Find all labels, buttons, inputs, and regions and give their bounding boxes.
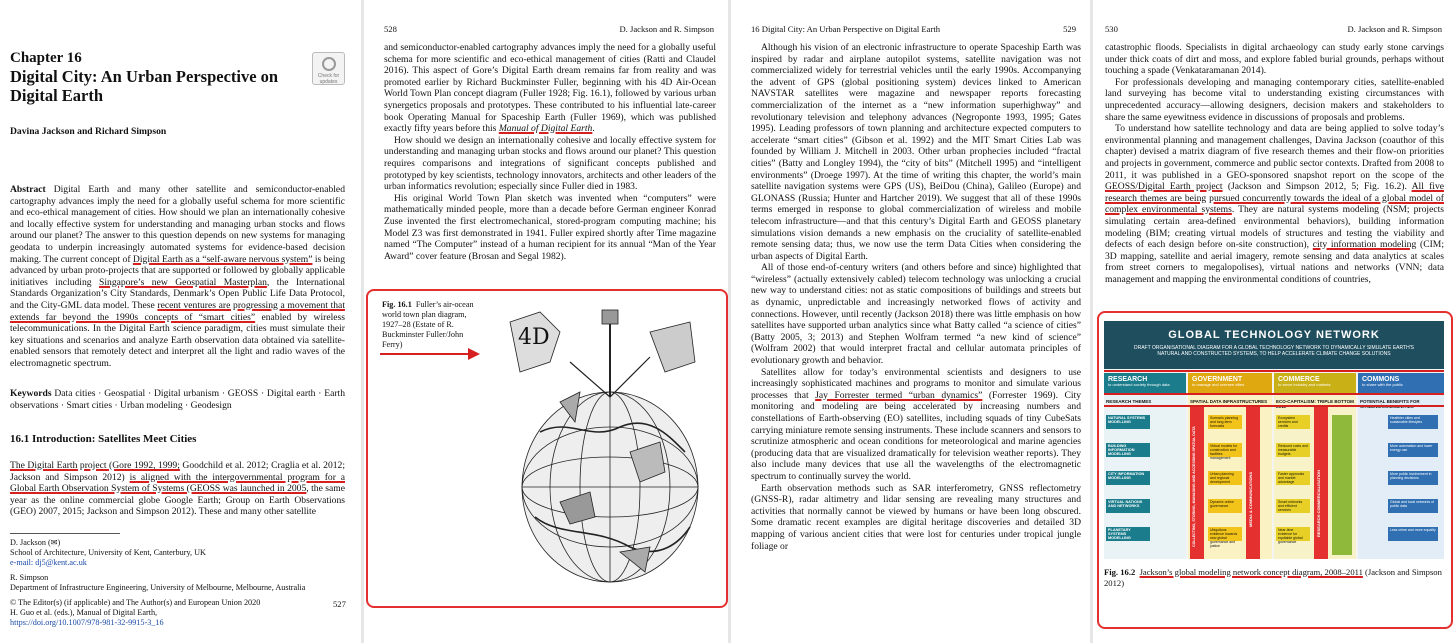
column-commons [1358,373,1444,559]
theme-cell: PLANETARY SYSTEMS MODELLING [1106,527,1150,541]
government-cell: Dynamic online governance [1208,499,1242,513]
column-commons-header [1358,373,1444,395]
intro-text: , the same year as the online commercial globe Google Earth; Group on Earth Observations (GEO) 2007, 2015; Jackson and Simpson 2012). These and many other satellite [10,483,345,518]
keywords [10,388,345,411]
figure-16-1-caption [382,300,477,350]
paragraph: For professionals developing and managing contemporary cities, satellite-enabled land surveying has become vital to understanding existing circumstances with unprecedented accuracy—allowing designers, decision makers and stakeholders to share the same eyewitness evidence in discussions of proposals and problems. [1105,76,1444,123]
column-title: GOVERNMENT [1192,376,1243,383]
keywords-list: Data cities · Geospatial · Digital urbanism · GEOSS · Digital earth · Earth observations · Smart cities · Urban modeling · Geodesign [10,388,345,411]
highlight-geoss-digital-earth: GEOSS/Digital Earth project [1105,181,1223,193]
paragraph: How should we design an internationally cohesive and locally effective system for understanding and managing urban stocks and flows around our planet? This question requires comparisons and integrations of significant concepts published and prototyped by key scientists, technology innovators, architects and other leaders of the urban informatics revolution; especially since Fuller died in 1983. [384,134,716,193]
column-government [1188,373,1272,559]
paragraph: Although his vision of an electronic infrastructure to operate Spaceship Earth was inspired by radar and airplane autopilot systems, satellite navigation was not commercialized widely for terrestrial vehicles until the early 1990s. Accompanying the advent of GPS (global positioning system) devices linked to American NAVSTAR satellites were magazine and newspaper reports forecasting commercialization of the internet as a “new information superhighway” and revolutionary television and telephony advances (Negroponte 1993, 1995; Gates 1995). Leading professors of town planning and architecture expected computers to accelerate “smart cities” (Gibson et al. 1992) and the MIT Smart Cities Lab was founded by William J. Mitchell in 2003. Other urban prophecies included “fractal cities” (Batty and Longley 1994), the “city of bits” (Mitchell 1995) and “intelligent environments” (Droege 1997). At the time of writing this chapter, the world’s main satellite navigation systems were GPS (US), BeiDou (China), Galileo (Europe) and GLONASS (Russia; Hunter and Hartcher 2019). We suggest that all of these 1990s terms emerged in response to global commercialization of wireless and mobile telecom infrastructure—and that this century’s Digital Earth and GEOSS planetary simulations vision demands a new emphasis on the cruciality of satellite-enabled remote sensing data; thus, we now use the term Data Cities when considering the urban aspects of Digital Earth. [751,42,1081,262]
government-cell: Urban planning and regional development [1208,471,1242,485]
figure-label: Fig. 16.1 [382,300,412,309]
paragraph-text: Satellites allow for today’s environmental scientists and designers to use increasingly sophisticated machines and programs to monitor and simulate various processes that [751,366,1081,401]
affiliation-1-name: D. Jackson (✉) [10,538,61,547]
government-cell: Scenario planning and long-term forecasts [1208,415,1242,429]
commerce-cell: Near-time evidence for equitable global governance [1276,527,1310,541]
band-text: COLLECTING, STORING, MANAGING AND ACCESSING SPATIAL DATA [1192,426,1196,547]
page-number: 530 [1105,24,1118,34]
commons-cell: More automation and lower energy use [1388,443,1438,457]
highlight-beyond-smart-cities: recent ventures are progressing a movement that extends far beyond the 1990s concepts of “smart cities” [10,299,345,323]
paragraph: His original World Town Plan sketch was invented when “computers” were mathematically minded people, more than a decade before German engineer Konrad Zuse invented the first electromechanical, stored-program computing machine; his Model Z3 was first demonstrated in 1941. Fuller expired shortly after Time magazine named “The Computer” instead of a human recipient for its annual “Man of the Year Award” cover feature (Brosan and Segal 1982). [384,192,716,262]
affiliation-1-email[interactable]: e-mail: dj5@kent.ac.uk [10,558,87,567]
band-text: RESEARCH COMMERCIALISATION [1316,469,1321,537]
abstract-text: Digital Earth and many other satellite and semiconductor-enabled cartography advances imply the need for a globally useful schema for more scientific and eco-ethical management of cities. How should we plan an internationally cohesive and locally effective system for understanding and managing urban stocks and flows around our planet? The answer to this question depends on new systems for managing geodata to underpin increasingly automated systems for evidence-based decision making. The current concept of [10,184,345,265]
column-subheading: SPATIAL DATA INFRASTRUCTURES [1190,399,1268,404]
theme-cell: VIRTUAL NATIONS AND NETWORKS [1106,499,1150,513]
government-cell: Virtual models for construction and facilities management [1208,443,1242,457]
band-text: MEDIA & COMMUNICATIONS [1248,471,1253,527]
highlight-digital-earth-project: The Digital Earth project (Gore 1992, 1999; [10,460,180,471]
intro-text: Goodchild et al. 2012; Craglia et al. 2012; Jackson and Simpson 2012) [10,460,345,483]
doi-link[interactable]: https://doi.org/10.1007/978-981-32-9915-3_16 [10,618,164,627]
band-spatial-data [1190,407,1204,559]
intro-paragraph [10,460,345,518]
column-description: to understand society through data [1108,382,1170,387]
column-title: COMMONS [1362,376,1400,383]
figure-caption-text: (Jackson and Simpson 2012) [1104,567,1442,588]
paragraph-text: (CIM; 3D mapping, satellite and aerial imagery, remote sensing and data analytics at scales from street corners to megalopolises), virtual nations and networks (VNN; data management and mapping the environmental conditions of countries, [1105,239,1444,285]
commerce-green-strip [1332,415,1352,555]
running-head: D. Jackson and R. Simpson [1347,24,1442,34]
paragraph: catastrophic floods. Specialists in digital archaeology can study early stone carvings under thick coats of dirt and moss, and explore fabled burial grounds, perhaps without touching a spade (Venkataramanan 2014). [1105,42,1444,77]
column-title: COMMERCE [1278,376,1320,383]
affiliations [10,538,345,628]
affiliation-1-institution: School of Architecture, University of Kent, Canterbury, UK [10,548,206,557]
body-text [384,42,716,262]
subheading-underline [1104,405,1444,407]
column-description: to share with the public [1362,382,1403,387]
paragraph-text: (Forrester 1969). City monitoring and modeling are being accelerated by increasing numbers and constellations of Earth-observing (EO) satellites, including squads of tiny CubeSats carrying miniature remote sensing instruments. These include scanners and sensors to scrutinize atmospheric and ocean conditions for meteorological and marine agencies (producing data that are visualized dramatically for television weather reports). They also include many devices that use all the wavelengths of the electromagnetic spectrum to continually survey the world. [751,389,1081,482]
paragraph-text: (Jackson and Simpson 2012, 5; Fig. 16.2). [1222,181,1412,193]
highlight-global-model: ideal of a global model of complex environmental systems [1105,192,1444,216]
check-for-updates-label: Check for updates [317,73,340,85]
commons-cell: Less crime and more equality [1388,527,1438,541]
page-number: 528 [384,24,397,34]
running-head: 16 Digital City: An Urban Perspective on Digital Earth [751,24,941,34]
body-text [1105,42,1444,285]
header-underline [1104,370,1444,372]
commons-cell: Healthier cities and sustainable lifestyles [1388,415,1438,429]
affiliation-2-name: R. Simpson [10,573,49,582]
diagram-header [1104,321,1444,369]
highlight-figure-caption: Jackson’s global modeling network concept diagram, 2008–2011 [1139,567,1363,577]
abstract-text: enabled by wireless telecommunications. In the Digital Earth science paradigm, cities must simulate their key situations and scenarios and analyze Earth observation data obtained via satellite-enabled sensors that remotely detect and interpret all the light and radio waves of the electromagnetic spectrum. [10,311,345,369]
commons-cell: More public involvement in planning decisions [1388,471,1438,485]
chapter-number: Chapter 16 [10,50,82,66]
column-research-header [1104,373,1186,395]
government-cell: Ubiquitous evidence towards new global governance and justice [1208,527,1242,541]
commerce-cell: Smart networks and efficient services [1276,499,1310,513]
page-527 [0,0,361,643]
abstract-text: is being advanced by urban proto-projects that are supported or followed by globally applicable initiatives including [10,253,345,288]
check-updates-icon [322,57,336,71]
commerce-cell: Faster approvals and market advantage [1276,471,1310,485]
highlight-singapore-masterplan: Singapore’s new Geospatial Masterplan [99,276,267,288]
diagram-title: GLOBAL TECHNOLOGY NETWORK [1168,329,1380,341]
diagram-subtitle: DRAFT ORGANISATIONAL DIAGRAM FOR A GLOBAL TECHNOLOGY NETWORK TO DYNAMICALLY SIMULATE EARTH'S NATURAL AND CONSTRUCTED SYSTEMS, TO HELP ACCELERATE CLIMATE CHANGE SOLUTIONS [1134,345,1414,357]
keywords-label: Keywords [10,388,52,399]
column-subheading: RESEARCH THEMES [1106,399,1152,404]
chapter-authors: Davina Jackson and Richard Simpson [10,126,167,137]
page-529 [731,0,1090,643]
global-technology-network-diagram [1104,321,1444,559]
column-subheading: POTENTIAL BENEFITS FOR [1360,399,1420,404]
highlight-five-themes: All five research themes are being pursued concurrently towards the [1105,181,1445,204]
paragraph-text: . [592,123,595,135]
commons-cell: Global and local networks of public data [1388,499,1438,513]
abstract-label: Abstract [10,184,46,195]
highlight-manual-of-digital-earth: Manual of Digital Earth [498,123,593,135]
column-commerce [1274,373,1356,559]
highlight-urban-dynamics: Jay Forrester termed “urban dynamics” [815,389,983,401]
abstract-text: , the International Standards Organization’s City Standards, Denmark’s Open Public Life Data Protocol, and the City-GML data model. These [10,276,345,311]
band-media [1246,407,1260,559]
figure-16-2-caption [1104,567,1444,588]
commerce-cell: Reduced costs and measurable budgets [1276,443,1310,457]
section-heading: 16.1 Introduction: Satellites Meet Cities [10,433,197,445]
column-government-header [1188,373,1272,395]
page-number: 527 [333,599,346,609]
body-text [751,42,1081,552]
red-arrow-icon [468,348,480,360]
red-arrow-shaft [380,353,470,355]
theme-cell: NATURAL SYSTEMS MODELLING [1106,415,1150,429]
paragraph-text: and semiconductor-enabled cartography advances imply the need for a globally useful schema for more scientific and eco-ethical management of cities (Ratti and Claudel 2016). This aspect of Gore’s Digital Earth dream remains far from reality and was promoted earlier by Richard Buckminster Fuller, beginning with his 4D Air-Ocean World Town Plan concept diagram (Fuller 1928; Fig. 16.1), followed by various urban synergetics proposals and prototypes. These contributed to his influential late-career book Operating Manual for Spaceship Earth (Fuller 1969), which was published exactly fifty years before this [384,42,716,135]
column-header-underline [1104,393,1444,395]
highlight-self-aware-nervous-system: Digital Earth as a “self-aware nervous system” [132,253,313,265]
abstract [10,184,345,370]
running-head: D. Jackson and R. Simpson [619,24,714,34]
paragraph: Earth observation methods such as SAR interferometry, GNSS reflectometry (GNSS-R), radar altimetry and lidar sensing are revealing many structures and activities that normally cannot be viewed by humans or have been long obscured. Some dramatic recent examples are digital heritage discoveries and detailed 3D mapping of various ancient cities that were lost for centuries under tropical jungle foliage or [751,482,1081,552]
affiliation-2-institution: Department of Infrastructure Engineering, University of Melbourne, Melbourne, Australia [10,583,306,592]
check-for-updates-badge[interactable] [312,52,345,85]
column-title: RESEARCH [1108,376,1148,383]
svg-text:4D: 4D [518,325,550,350]
column-research [1104,373,1186,559]
theme-cell: BUILDING INFORMATION MODELLING [1106,443,1150,457]
figure-label: Fig. 16.2 [1104,567,1136,577]
book-citation: H. Guo et al. (eds.), Manual of Digital Earth, [10,608,158,617]
column-subheading: ECO-CAPITALISM: TRIPLE BOTTOM [1276,399,1354,404]
column-commerce-header [1274,373,1356,395]
column-description: to serve industry and markets [1278,382,1331,387]
column-description: to manage and oversee cities [1192,382,1245,387]
commerce-cell: Ecosystem services and credits [1276,415,1310,429]
copyright-line: © The Editor(s) (if applicable) and The Author(s) and European Union 2020 [10,598,261,607]
footnote-rule [10,533,120,534]
paragraph-text: To understand how satellite technology and data are being applied to solve today’s environmental planning and management challenges, Davina Jackson (coauthor of this chapter) devised a matrix diagram of five research themes and their flow-on priorities and projects in government, commerce and public sector contexts. Drafted from 2008 to 2011, it was published in a GEO-sponsored snapshot report on the scope of the [1105,123,1444,181]
band-research-commercialisation [1314,407,1328,559]
figure-caption-text: Fuller’s air-ocean world town plan diagram, 1927–28 (Estate of R. Buckminster Fuller/John Ferry) [382,300,474,349]
theme-cell: CITY INFORMATION MODELLING [1106,471,1150,485]
paragraph-text: . They are natural systems modeling (NSM; projects simulating certain area-defined environmental behaviors), building information modeling (BIM; creating virtual models of structures and testing the viability and defects of each design before on-site construction), [1105,204,1444,251]
chapter-title: Digital City: An Urban Perspective on Digital Earth [10,67,279,105]
paragraph: All of those end-of-century writers (and others before and since) highlighted that “wireless” (actually extensively cabled) telecom technology was unlocking a crucial new way to understand cities: not as static compositions of buildings and streets but as dynamic, unpredictable and increasingly networked flows of activity and connections. However, until recently (Jackson 2018) there was little emphasis on how satellites have supported urban analytics since what Batty called “a science of cities” (Batty 2005, 3; 2013) and Stephen Wolfram termed “a new kind of science” (Wolfram 2002) that would interpret fractal and cellular automata principles of evolutionary growth and behavior. [751,262,1081,367]
highlight-city-information-modeling: city information modeling [1312,239,1417,251]
highlight-geoss: is aligned with the intergovernmental program for a Global Earth Observation System of Systems (GEOSS was launched in 2005 [10,471,345,495]
fuller-world-town-plan-illustration [500,302,700,594]
page-number: 529 [1063,24,1076,34]
